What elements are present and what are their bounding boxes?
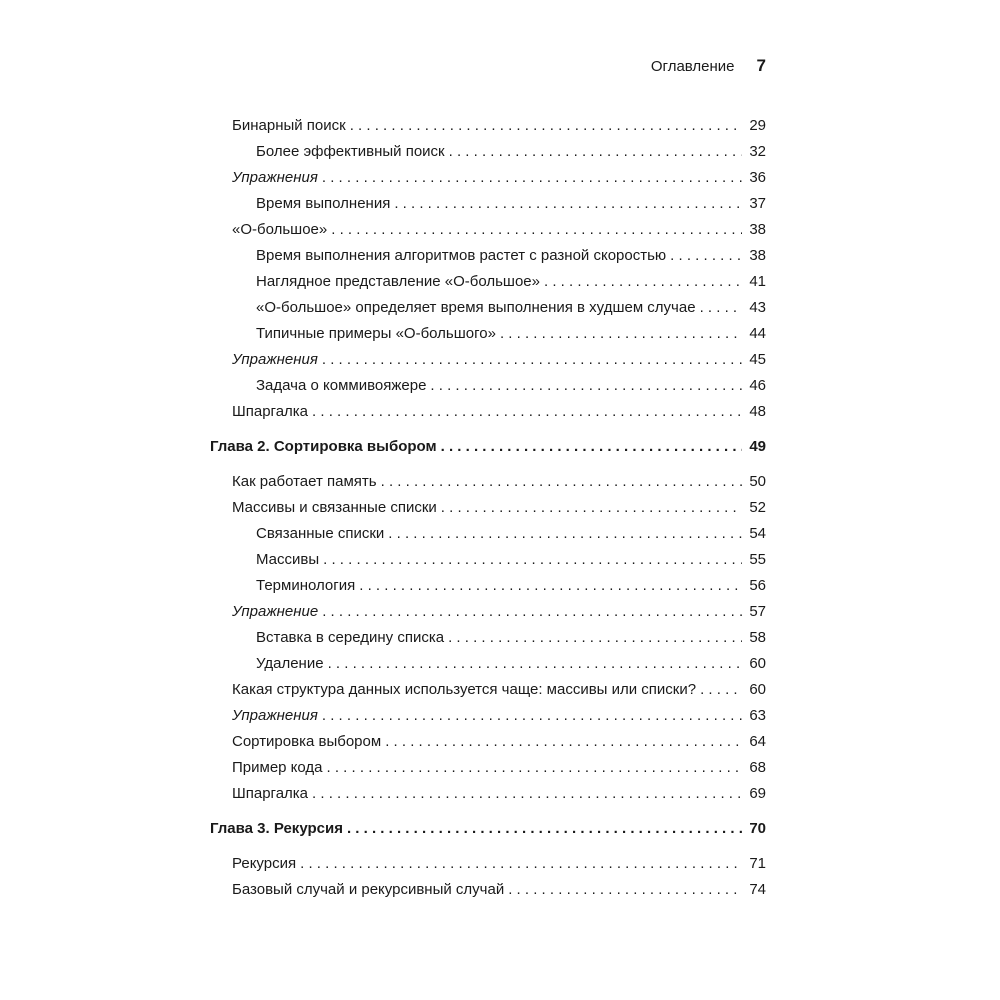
dot-leader xyxy=(322,347,742,373)
toc-entry[interactable] xyxy=(210,113,766,139)
dot-leader xyxy=(385,729,742,755)
toc-entry-page: 63 xyxy=(749,707,766,724)
dot-leader xyxy=(312,399,742,425)
dot-leader xyxy=(508,877,742,903)
dot-leader xyxy=(430,373,742,399)
toc-entry[interactable] xyxy=(210,373,766,399)
toc-entry-title: Вставка в середину списка xyxy=(256,629,445,646)
toc-entry-page: 38 xyxy=(749,247,766,264)
toc-entry-title: Упражнения xyxy=(232,707,318,724)
dot-leader xyxy=(331,217,742,243)
chapter-spacer xyxy=(210,807,766,816)
toc-entry-title: Упражнения xyxy=(232,351,318,368)
toc-entry-page: 58 xyxy=(749,629,766,646)
toc-entry[interactable] xyxy=(210,495,766,521)
dot-leader xyxy=(394,191,742,217)
toc-entry-page: 41 xyxy=(749,273,766,290)
toc-entry[interactable] xyxy=(210,755,766,781)
dot-leader xyxy=(500,321,742,347)
toc-entry-title: Базовый случай и рекурсивный случай xyxy=(232,881,505,898)
toc-entry-title: Упражнения xyxy=(232,169,318,186)
toc-entry-page: 69 xyxy=(749,785,766,802)
toc-entry-title: Задача о коммивояжере xyxy=(256,377,427,394)
toc-entry[interactable] xyxy=(210,269,766,295)
toc-entry-title: Массивы и связанные списки xyxy=(232,499,437,516)
dot-leader xyxy=(327,755,742,781)
toc-entry[interactable] xyxy=(210,677,766,703)
toc-entry-title: Упражнение xyxy=(232,603,319,620)
toc-entry-page: 55 xyxy=(749,551,766,568)
toc-entry-title: Как работает память xyxy=(232,473,377,490)
toc-entry-page: 56 xyxy=(749,577,766,594)
page-number: 7 xyxy=(756,56,766,75)
toc-entry-page: 68 xyxy=(749,759,766,776)
toc-entry-title: Сортировка выбором xyxy=(232,733,382,750)
toc-entry-title: Массивы xyxy=(256,551,320,568)
toc-entry[interactable] xyxy=(210,547,766,573)
toc-entry-page: 60 xyxy=(749,681,766,698)
toc-entry[interactable] xyxy=(210,347,766,373)
toc-entry[interactable] xyxy=(210,573,766,599)
toc-entry-title: Время выполнения xyxy=(256,195,391,212)
toc-entry-page: 38 xyxy=(749,221,766,238)
dot-leader xyxy=(328,651,742,677)
dot-leader xyxy=(381,469,742,495)
toc-entry-page: 43 xyxy=(749,299,766,316)
dot-leader xyxy=(359,573,742,599)
toc-entry-page: 29 xyxy=(749,117,766,134)
toc-entry-title: Более эффективный поиск xyxy=(256,143,445,160)
toc-chapter-entry[interactable] xyxy=(210,434,766,460)
toc-entry[interactable] xyxy=(210,625,766,651)
dot-leader xyxy=(322,165,742,191)
toc-entry-page: 32 xyxy=(749,143,766,160)
toc-entry-page: 64 xyxy=(749,733,766,750)
dot-leader xyxy=(449,139,742,165)
dot-leader xyxy=(322,703,742,729)
toc-chapter-entry[interactable] xyxy=(210,816,766,842)
toc-entry-title: Время выполнения алгоритмов растет с разной скоростью xyxy=(256,247,667,264)
chapter-spacer xyxy=(210,842,766,851)
toc-entry-page: 36 xyxy=(749,169,766,186)
toc-entry[interactable] xyxy=(210,399,766,425)
toc-entry[interactable] xyxy=(210,651,766,677)
toc-entry-page: 37 xyxy=(749,195,766,212)
toc-entry-title: Какая структура данных используется чаще: массивы или списки? xyxy=(232,681,697,698)
toc-entry-page: 44 xyxy=(749,325,766,342)
toc-entry[interactable] xyxy=(210,243,766,269)
toc-entry-page: 45 xyxy=(749,351,766,368)
table-of-contents xyxy=(210,113,766,903)
toc-entry-page: 54 xyxy=(749,525,766,542)
toc-entry-page: 49 xyxy=(749,438,766,455)
toc-entry-title: Типичные примеры «О-большого» xyxy=(256,325,496,342)
toc-entry-title: Пример кода xyxy=(232,759,323,776)
toc-entry[interactable] xyxy=(210,469,766,495)
toc-entry-page: 46 xyxy=(749,377,766,394)
dot-leader xyxy=(700,295,742,321)
dot-leader xyxy=(388,521,742,547)
dot-leader xyxy=(441,434,742,460)
dot-leader xyxy=(670,243,742,269)
chapter-spacer xyxy=(210,460,766,469)
toc-entry-title: «О-большое» определяет время выполнения в худшем случае xyxy=(256,299,696,316)
dot-leader xyxy=(544,269,742,295)
toc-entry[interactable] xyxy=(210,217,766,243)
toc-entry-title: Рекурсия xyxy=(232,855,297,872)
running-head xyxy=(210,56,766,76)
dot-leader xyxy=(347,816,742,842)
toc-entry[interactable] xyxy=(210,165,766,191)
toc-entry[interactable] xyxy=(210,703,766,729)
toc-entry-page: 74 xyxy=(749,881,766,898)
dot-leader xyxy=(322,599,742,625)
toc-entry-title: Глава 3. Рекурсия xyxy=(210,820,343,837)
toc-entry-page: 60 xyxy=(749,655,766,672)
toc-entry[interactable] xyxy=(210,191,766,217)
toc-entry[interactable] xyxy=(210,599,766,625)
toc-entry[interactable] xyxy=(210,781,766,807)
toc-entry-page: 52 xyxy=(749,499,766,516)
toc-entry-page: 48 xyxy=(749,403,766,420)
dot-leader xyxy=(448,625,742,651)
toc-entry-title: Бинарный поиск xyxy=(232,117,346,134)
toc-entry-page: 50 xyxy=(749,473,766,490)
toc-entry[interactable] xyxy=(210,295,766,321)
toc-entry[interactable] xyxy=(210,139,766,165)
dot-leader xyxy=(350,113,742,139)
toc-entry-title: Шпаргалка xyxy=(232,403,309,420)
toc-entry[interactable] xyxy=(210,321,766,347)
toc-entry-title: Терминология xyxy=(256,577,356,594)
toc-entry-title: «О-большое» xyxy=(232,221,328,238)
toc-entry-page: 71 xyxy=(749,855,766,872)
toc-entry-title: Удаление xyxy=(256,655,324,672)
dot-leader xyxy=(312,781,742,807)
chapter-spacer xyxy=(210,425,766,434)
toc-entry-title: Наглядное представление «О-большое» xyxy=(256,273,540,290)
toc-entry-title: Связанные списки xyxy=(256,525,385,542)
toc-entry[interactable] xyxy=(210,521,766,547)
toc-entry-title: Глава 2. Сортировка выбором xyxy=(210,438,437,455)
toc-entry[interactable] xyxy=(210,729,766,755)
dot-leader xyxy=(300,851,742,877)
toc-entry-page: 57 xyxy=(749,603,766,620)
dot-leader xyxy=(441,495,742,521)
toc-entry[interactable] xyxy=(210,877,766,903)
toc-entry-page: 70 xyxy=(749,820,766,837)
dot-leader xyxy=(700,677,742,703)
running-head-section: Оглавление xyxy=(650,58,735,75)
dot-leader xyxy=(323,547,742,573)
toc-entry[interactable] xyxy=(210,851,766,877)
toc-entry-title: Шпаргалка xyxy=(232,785,309,802)
